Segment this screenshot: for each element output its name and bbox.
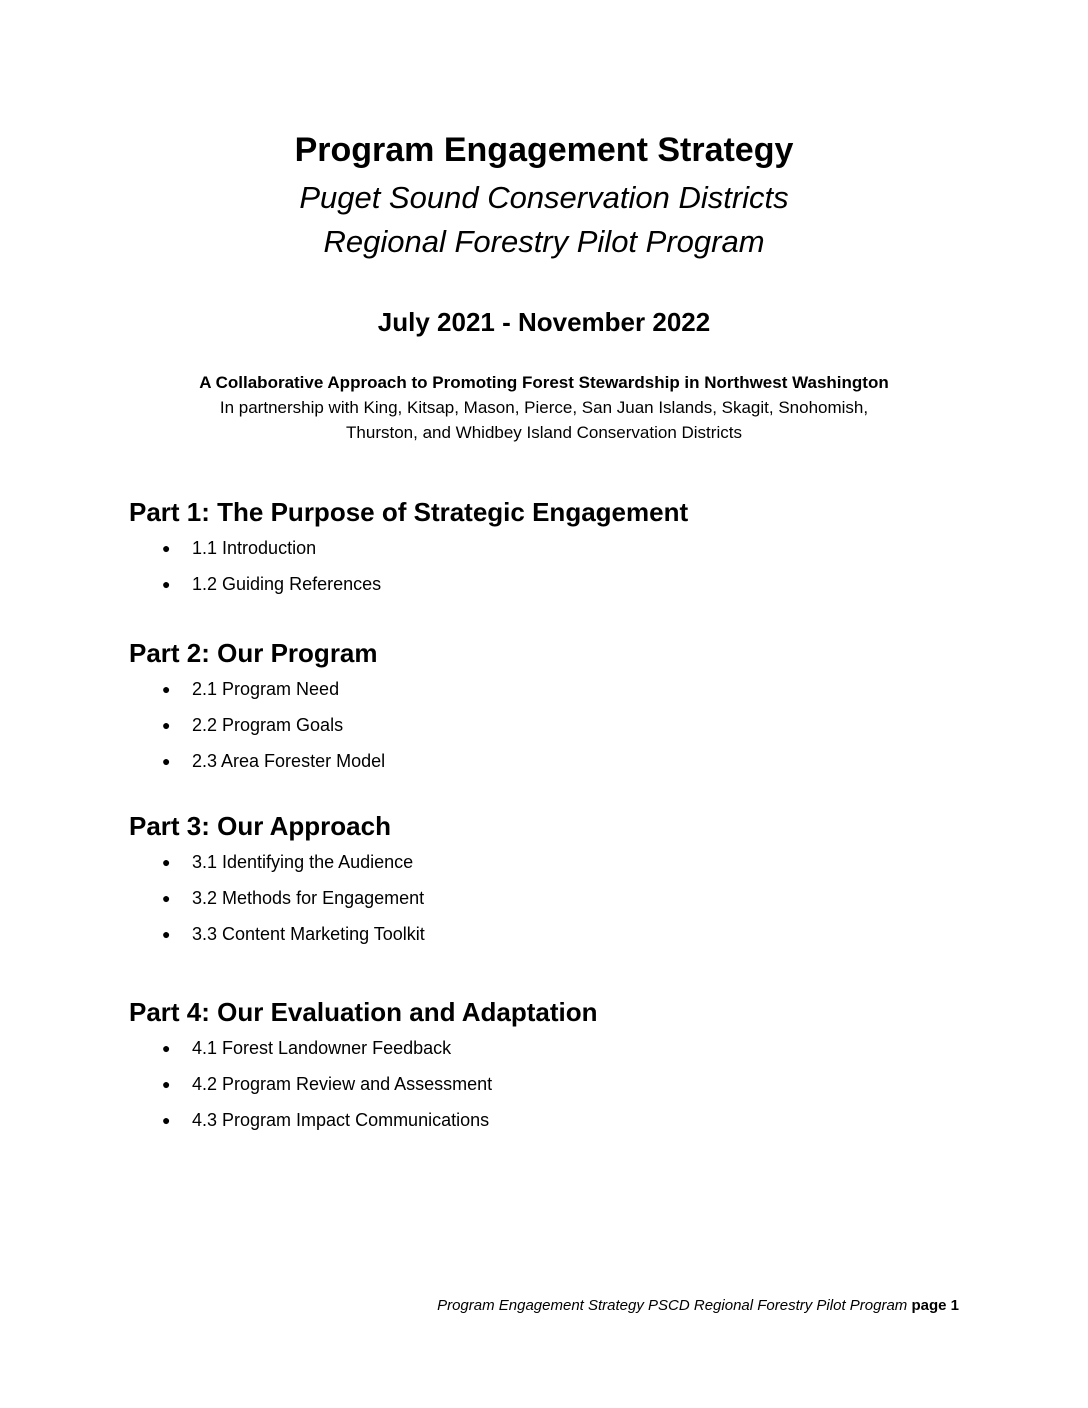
part-heading: Part 1: The Purpose of Strategic Engagement bbox=[129, 497, 689, 527]
list-item bbox=[129, 677, 385, 713]
list-item-label: 2.3 Area Forester Model bbox=[192, 751, 386, 771]
part-heading: Part 4: Our Evaluation and Adaptation bbox=[129, 997, 598, 1027]
document-subtitle-organization: Puget Sound Conservation Districts bbox=[299, 180, 789, 215]
document-subtitle-program: Regional Forestry Pilot Program bbox=[323, 224, 765, 259]
bullet-icon: ● bbox=[162, 1040, 171, 1056]
date-range: July 2021 - November 2022 bbox=[377, 307, 711, 337]
list-item-label: 3.2 Methods for Engagement bbox=[192, 888, 425, 908]
page-number: page 1 bbox=[911, 1297, 959, 1314]
bullet-icon: ● bbox=[162, 854, 171, 870]
part-1-section bbox=[129, 496, 688, 608]
part-3-section bbox=[129, 810, 425, 958]
part-heading: Part 2: Our Program bbox=[129, 638, 378, 668]
partnership-line-2: Thurston, and Whidbey Island Conservation Districts bbox=[346, 423, 742, 442]
section-list bbox=[129, 850, 425, 958]
list-item-label: 3.3 Content Marketing Toolkit bbox=[192, 924, 425, 944]
list-item-label: 1.1 Introduction bbox=[192, 538, 317, 558]
list-item bbox=[129, 536, 688, 572]
bullet-icon: ● bbox=[162, 540, 171, 556]
footer-text: Program Engagement Strategy PSCD Regional Forestry Pilot Program bbox=[437, 1297, 908, 1314]
list-item bbox=[129, 572, 688, 608]
list-item-label: 3.1 Identifying the Audience bbox=[192, 852, 414, 872]
list-item-label: 4.1 Forest Landowner Feedback bbox=[192, 1038, 452, 1058]
bullet-icon: ● bbox=[162, 753, 171, 769]
part-4-section bbox=[129, 996, 598, 1144]
section-list bbox=[129, 677, 385, 785]
tagline: A Collaborative Approach to Promoting Forest Stewardship in Northwest Washington bbox=[199, 373, 889, 392]
bullet-icon: ● bbox=[162, 890, 171, 906]
part-2-section bbox=[129, 637, 385, 785]
list-item bbox=[129, 749, 385, 785]
page-footer bbox=[437, 1296, 959, 1316]
bullet-icon: ● bbox=[162, 1076, 171, 1092]
list-item-label: 4.3 Program Impact Communications bbox=[192, 1110, 490, 1130]
list-item bbox=[129, 850, 425, 886]
bullet-icon: ● bbox=[162, 717, 171, 733]
list-item-label: 2.1 Program Need bbox=[192, 679, 340, 699]
list-item-label: 2.2 Program Goals bbox=[192, 715, 344, 735]
part-heading: Part 3: Our Approach bbox=[129, 811, 391, 841]
list-item bbox=[129, 1108, 598, 1144]
bullet-icon: ● bbox=[162, 576, 171, 592]
bullet-icon: ● bbox=[162, 1112, 171, 1128]
list-item bbox=[129, 713, 385, 749]
list-item-label: 1.2 Guiding References bbox=[192, 574, 382, 594]
list-item-label: 4.2 Program Review and Assessment bbox=[192, 1074, 493, 1094]
bullet-icon: ● bbox=[162, 926, 171, 942]
document-title: Program Engagement Strategy bbox=[294, 131, 794, 169]
partnership-line-1: In partnership with King, Kitsap, Mason, Pierce, San Juan Islands, Skagit, Snohomish, bbox=[219, 398, 869, 417]
section-list bbox=[129, 536, 688, 608]
list-item bbox=[129, 886, 425, 922]
bullet-icon: ● bbox=[162, 681, 171, 697]
list-item bbox=[129, 1036, 598, 1072]
list-item bbox=[129, 1072, 598, 1108]
list-item bbox=[129, 922, 425, 958]
section-list bbox=[129, 1036, 598, 1144]
